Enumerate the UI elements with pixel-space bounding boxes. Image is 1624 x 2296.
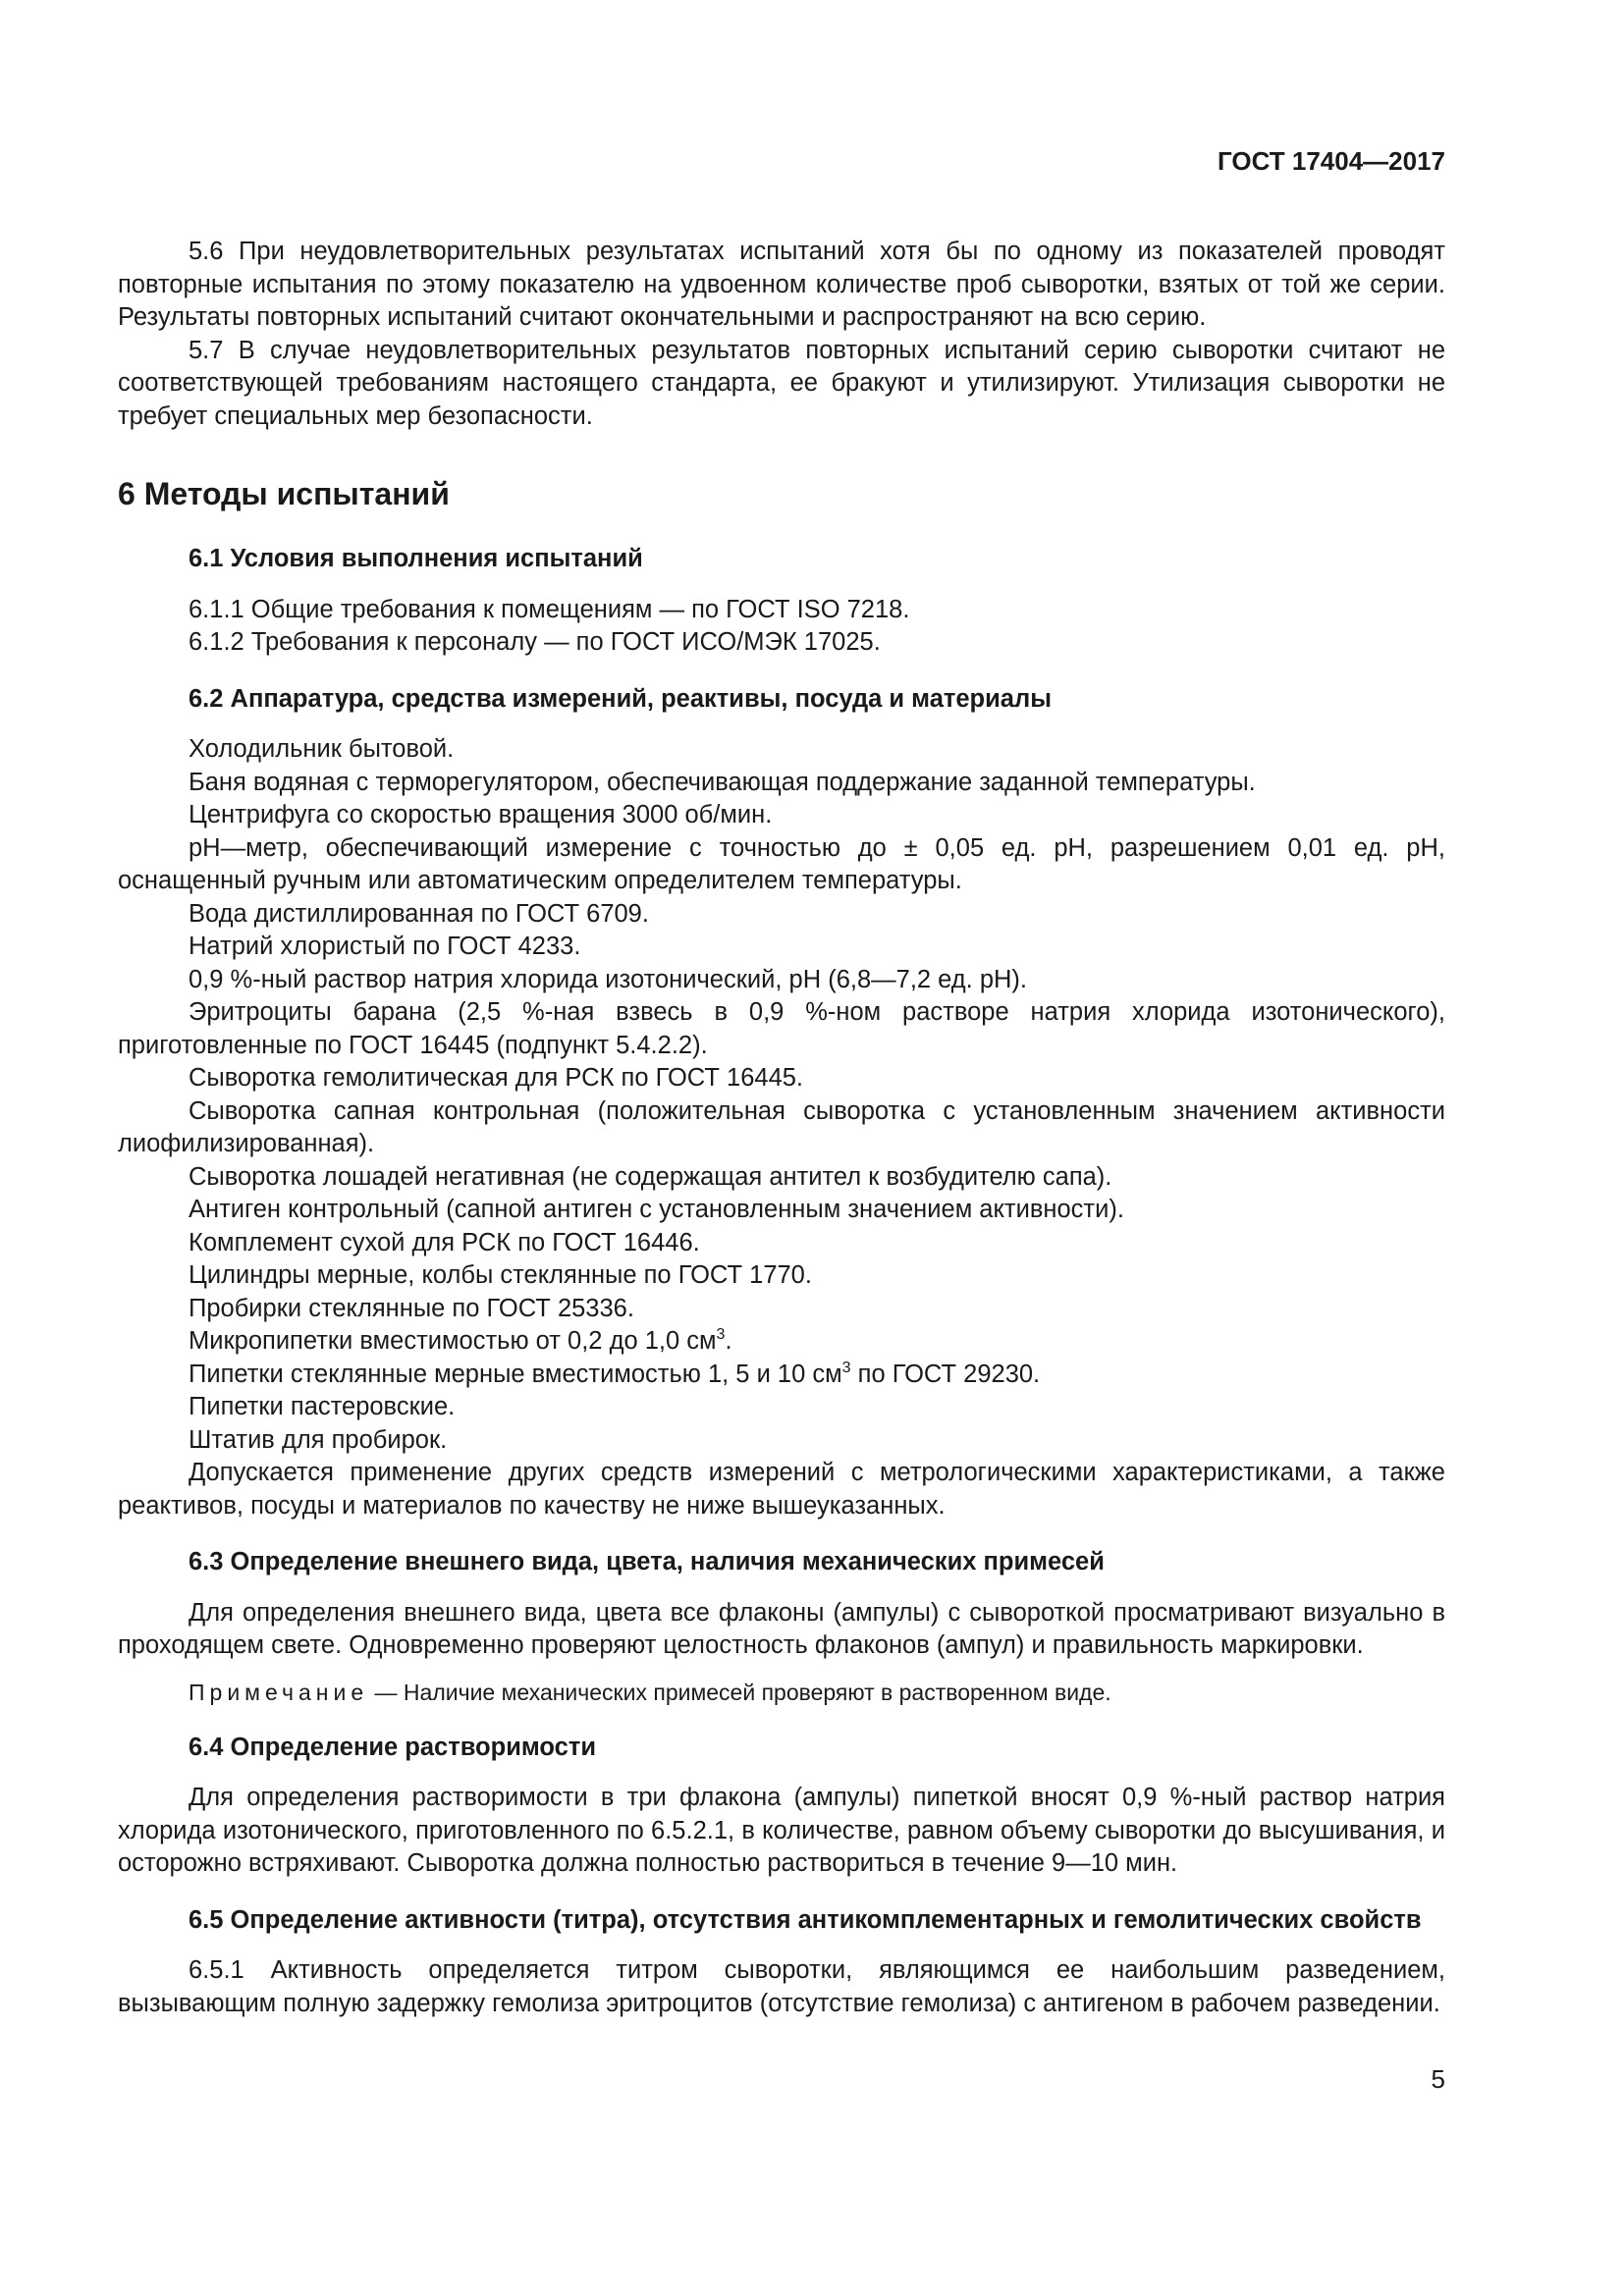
note-label: Примечание <box>189 1679 369 1705</box>
paragraph-6-4: Для определения растворимости в три флакона (ампулы) пипеткой вносят 0,9 %-ный раствор натрия хлорида изотонического, приготовленного по 6.5.2.1, в количестве, равном объему сыворотки до высушивания, и осторожно встряхивают. Сыворотка должна полностью раствориться в течение 9—10 мин. <box>118 1784 1445 1877</box>
equipment-item: Эритроциты барана (2,5 %-ная взвесь в 0,9 %-ном растворе натрия хлорида изотонического), приготовленные по ГОСТ 16445 (подпункт 5.4.2.2). <box>118 998 1445 1059</box>
subsection-6-3-title: 6.3 Определение внешнего вида, цвета, наличия механических примесей <box>189 1548 1105 1575</box>
section-6-title: 6 Методы испытаний <box>118 476 450 511</box>
equipment-item-pipettes: Пипетки стеклянные мерные вместимостью 1, 5 и 10 $см^3$ по ГОСТ 29230. <box>189 1359 1041 1388</box>
document-code-header: ГОСТ 17404—2017 <box>1218 146 1445 176</box>
paragraph-5-7: 5.7 В случае неудовлетворительных результатов повторных испытаний серию сыворотки считают не соответствующей требованиям настоящего стандарта, ее бракуют и утилизируют. Утилизация сыворотки не требует специальных мер безопасности. <box>118 336 1445 430</box>
equipment-item: Натрий хлористый по ГОСТ 4233. <box>189 933 581 960</box>
equipment-item: Вода дистиллированная по ГОСТ 6709. <box>189 899 649 928</box>
equipment-item: Цилиндры мерные, колбы стеклянные по ГОСТ 1770. <box>189 1261 812 1289</box>
equipment-item-micropipettes: Микропипетки вместимостью от 0,2 до 1,0 $см^3$. <box>189 1326 732 1355</box>
page-number: 5 <box>1431 2064 1445 2094</box>
equipment-item: Сыворотка гемолитическая для РСК по ГОСТ 16445. <box>189 1064 804 1092</box>
subsection-6-1-title: 6.1 Условия выполнения испытаний <box>189 545 643 572</box>
paragraph-6-3: Для определения внешнего вида, цвета все флаконы (ампулы) с сывороткой просматривают визуально в проходящем свете. Одновременно проверяют целостность флаконов (ампул) и правильность маркировки. <box>118 1598 1445 1659</box>
equipment-item: Пробирки стеклянные по ГОСТ 25336. <box>189 1294 634 1322</box>
equipment-item: Комплемент сухой для РСК по ГОСТ 16446. <box>189 1228 700 1256</box>
paragraph-5-6: 5.6 При неудовлетворительных результатах испытаний хотя бы по одному из показателей проводят повторные испытания по этому показателю на удвоенном количестве проб сыворотки, взятых от той же серии. Результаты повторных испытаний считают окончательными и распространяют на всю серию. <box>118 238 1445 331</box>
equipment-item: рН—метр, обеспечивающий измерение с точностью до ± 0,05 ед. рН, разрешением 0,01 ед. рН, оснащенный ручным или автоматическим определителем температуры. <box>118 833 1445 894</box>
equipment-item: Пипетки пастеровские. <box>189 1393 456 1420</box>
equipment-note-paragraph: Допускается применение других средств измерений с метрологическими характеристиками, а также реактивов, посуды и материалов по качеству не ниже вышеуказанных. <box>118 1459 1445 1520</box>
subsection-6-2-title: 6.2 Аппаратура, средства измерений, реактивы, посуда и материалы <box>189 684 1052 713</box>
item-6-1-2: 6.1.2 Требования к персоналу — по ГОСТ ИСО/МЭК 17025. <box>189 628 881 656</box>
item-6-1-1: 6.1.1 Общие требования к помещениям — по ГОСТ ISO 7218. <box>189 595 910 623</box>
equipment-item: 0,9 %-ный раствор натрия хлорида изотонический, рН (6,8—7,2 ед. рН). <box>189 965 1028 993</box>
subsection-6-4-title: 6.4 Определение растворимости <box>189 1733 596 1761</box>
note-text: — Наличие механических примесей проверяют в растворенном виде. <box>368 1679 1111 1705</box>
equipment-item: Холодильник бытовой. <box>189 735 455 763</box>
equipment-item: Сыворотка лошадей негативная (не содержащая антител к возбудителю сапа). <box>189 1162 1112 1191</box>
equipment-item: Штатив для пробирок. <box>189 1425 448 1454</box>
equipment-item: Центрифуга со скоростью вращения 3000 об/мин. <box>189 801 773 828</box>
equipment-item: Баня водяная с терморегулятором, обеспечивающая поддержание заданной температуры. <box>189 768 1256 796</box>
equipment-item: Антиген контрольный (сапной антиген с установленным значением активности). <box>189 1196 1124 1223</box>
subsection-6-5-title: 6.5 Определение активности (титра), отсутствия антикомплементарных и гемолитических свойств <box>189 1905 1422 1934</box>
equipment-item: Сыворотка сапная контрольная (положительная сыворотка с установленным значением активности лиофилизированная). <box>118 1096 1445 1157</box>
note-6-3 <box>118 1677 1445 1708</box>
paragraph-6-5-1: 6.5.1 Активность определяется титром сыворотки, являющимся ее наибольшим разведением, вызывающим полную задержку гемолиза эритроцитов (отсутствие гемолиза) с антигеном в рабочем разведении. <box>118 1956 1445 2017</box>
